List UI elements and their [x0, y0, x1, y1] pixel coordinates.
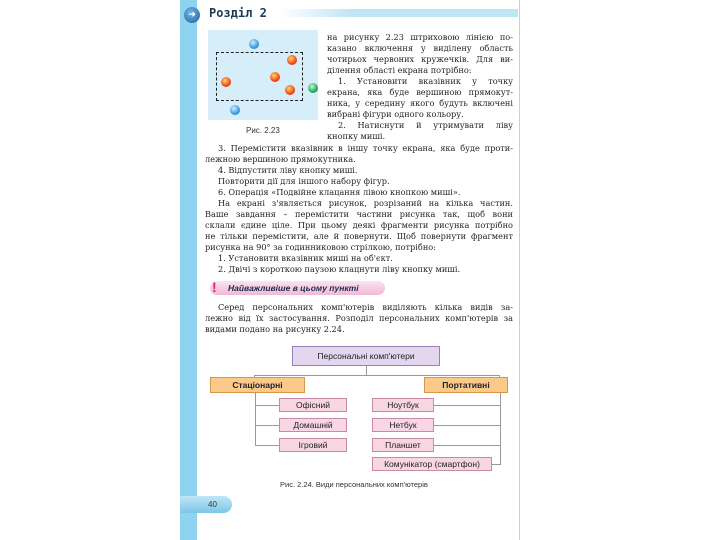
text-line: не тільки перемістити, але й повернути. Щоб повернути фрагмент [205, 231, 513, 241]
text-line: 4. Відпустити ліву кнопку миші. [218, 165, 358, 175]
diagram-root-box: Персональні комп'ютери [292, 346, 440, 366]
text-line: казано включення у виділену область [327, 43, 513, 53]
text-line: 6. Операція «Подвійне клацання лівою кнопкою миші». [218, 187, 461, 197]
text-line: екрана, яка буде вершиною прямокут- [327, 87, 513, 97]
text-line: Ваше завдання – перемістити частини рисунка так, щоб вони [205, 209, 513, 219]
diagram-connector [255, 425, 279, 426]
red-circle [287, 55, 297, 65]
text-line: вибрані фігури одного кольору. [327, 109, 464, 119]
diagram-connector [254, 375, 500, 376]
diagram-item-box: Офісний [279, 398, 347, 412]
diagram-connector [255, 445, 279, 446]
text-line: склали єдине ціле. При цьому деякі фрагменти рисунка потрібно [205, 220, 513, 230]
diagram-item-box: Домашній [279, 418, 347, 432]
diagram-connector [366, 366, 367, 375]
red-circle [285, 85, 295, 95]
text-line: лежною вершиною прямокутника. [205, 154, 356, 164]
diagram-item-box: Ігровий [279, 438, 347, 452]
figure-caption: Рис. 2.24. Види персональних комп'ютерів [280, 480, 428, 489]
page-margin-strip [180, 0, 197, 540]
diagram-portable-box: Портативні [424, 377, 508, 393]
red-circle [270, 72, 280, 82]
header-bar [280, 9, 518, 17]
text-line: видами подано на рисунку 2.24. [205, 324, 345, 334]
diagram-connector [255, 405, 279, 406]
text-line: на рисунку 2.23 штриховою лінією по- [327, 32, 513, 42]
diagram-connector [434, 445, 500, 446]
text-line: ділення області екрана потрібно: [327, 65, 472, 75]
diagram-connector [434, 425, 500, 426]
figure-caption: Рис. 2.23 [246, 126, 280, 135]
diagram-item-box: Комунікатор (смартфон) [372, 457, 492, 471]
text-line: 3. Перемістити вказівник в іншу точку екрана, яка буде проти- [218, 143, 513, 153]
diagram-item-box: Нетбук [372, 418, 434, 432]
diagram-stationary-box: Стаціонарні [210, 377, 305, 393]
text-line: 2. Двічі з короткою паузою клацнути ліву кнопку миші. [218, 264, 461, 274]
text-line: рисунка на 90° за годинниковою стрілкою, потрібно: [205, 242, 436, 252]
arrow-right-circle-icon: ➜ [184, 7, 200, 23]
page-number: 40 [180, 496, 232, 513]
text-line: На екрані з'являється рисунок, розрізаний на кілька частин. [218, 198, 513, 208]
text-line: чотирьох червоних кружечків. Для ви- [327, 54, 513, 64]
diagram-connector [500, 393, 501, 465]
text-line: кнопку миші. [327, 131, 386, 141]
blue-circle [249, 39, 259, 49]
exclamation-icon: ! [212, 279, 217, 295]
text-line: Серед персональних комп'ютерів виділяють кілька видів за- [218, 302, 513, 312]
section-title: Розділ 2 [209, 6, 267, 20]
text-line: 1. Установити вказівник у точку [338, 76, 513, 86]
text-line: лежно від їх застосування. Розподіл персональних комп'ютерів за [205, 313, 513, 323]
diagram-connector [255, 393, 256, 445]
text-line: 1. Установити вказівник миші на об'єкт. [218, 253, 393, 263]
diagram-connector [492, 464, 500, 465]
text-line: Повторити дії для іншого набору фігур. [218, 176, 390, 186]
diagram-item-box: Ноутбук [372, 398, 434, 412]
red-circle [221, 77, 231, 87]
blue-circle [230, 105, 240, 115]
diagram-connector [434, 405, 500, 406]
callout-title: Найважливіше в цьому пункті [228, 283, 359, 293]
text-line: 2. Натиснути й утримувати ліву [338, 120, 513, 130]
green-circle [308, 83, 318, 93]
diagram-item-box: Планшет [372, 438, 434, 452]
text-line: ника, у середину якого будуть включені [327, 98, 513, 108]
page-edge [519, 0, 520, 540]
